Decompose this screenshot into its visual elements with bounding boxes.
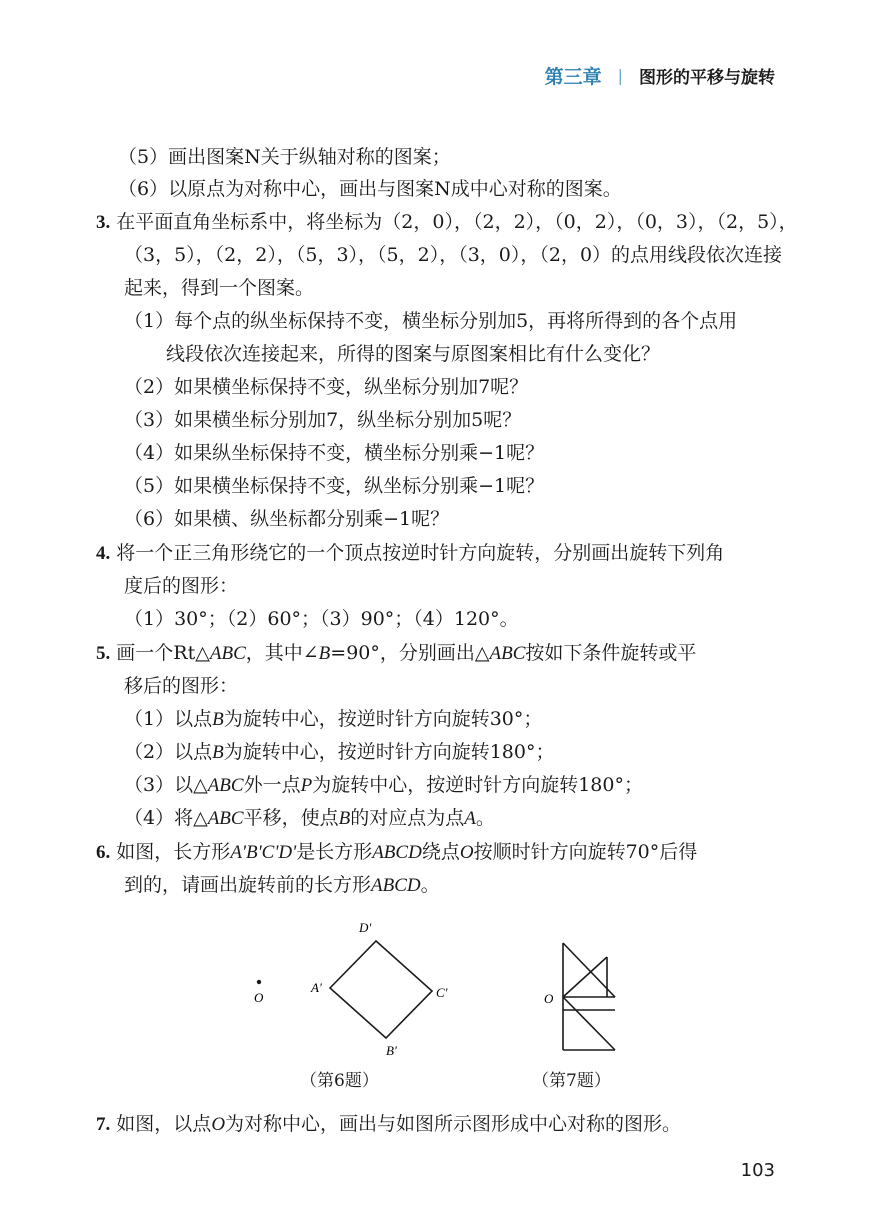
chapter-title: 图形的平移与旋转	[639, 68, 775, 88]
q5-item-3-d: P	[300, 775, 313, 796]
chapter-label: 第三章	[544, 66, 602, 88]
q5-item-2	[124, 740, 554, 765]
q3-item-4: （4）如果纵坐标保持不变，横坐标分别乘−1呢？	[124, 442, 545, 464]
q3-number: 3.	[96, 212, 111, 233]
q5-stem-line1	[96, 641, 696, 666]
rectangle-a-b-c-d-prime	[330, 941, 432, 1038]
q4-stem-line1	[96, 541, 724, 566]
q3-item-6: （6）如果横、纵坐标都分别乘−1呢？	[124, 508, 450, 530]
q5-item-4-d: B	[338, 808, 351, 829]
q3-stem-line3: 起来，得到一个图案。	[124, 277, 315, 299]
label-a-prime: A'	[311, 980, 322, 995]
q6-text-a: 如图，长方形	[116, 841, 231, 863]
q3-item-3: （3）如果横坐标分别加7，纵坐标分别加5呢？	[124, 409, 522, 431]
q5-item-4	[124, 806, 495, 831]
q5-item-3-c: 外一点	[243, 774, 301, 796]
q2-item-5: （5）画出图案N关于纵轴对称的图案；	[118, 146, 451, 168]
q6-text-i: ABCD	[371, 875, 421, 896]
q3-stem-line2: （3，5），（2，2），（5，3），（5，2），（3，0），（2，0）的点用线段依次连接	[124, 244, 783, 266]
q3-stem-line1	[96, 210, 798, 235]
q3-item-1-cont: 线段依次连接起来，所得的图案与原图案相比有什么变化？	[166, 343, 661, 365]
q5-item-1-a: （1）以点	[124, 708, 213, 730]
q6-text-h: 到的，请画出旋转前的长方形	[124, 874, 372, 896]
q5-item-4-a: （4）将△	[124, 807, 208, 829]
q5-item-4-g: 。	[475, 807, 495, 829]
page-number: 103	[740, 1160, 775, 1181]
q5-item-1-b: B	[212, 709, 224, 730]
figure-7-caption: （第7题）	[532, 1071, 611, 1091]
q5-stem-line2: 移后的图形：	[124, 675, 239, 697]
q5-text-e: =90°，分别画出△	[330, 642, 490, 664]
q5-text-d: B	[318, 643, 331, 664]
label-o: O	[254, 990, 264, 1005]
q7-stem	[96, 1112, 681, 1137]
q6-text-b: A'B'C'D'	[230, 842, 297, 863]
q3-item-2: （2）如果横坐标保持不变，纵坐标分别加7呢？	[124, 376, 529, 398]
label-b-prime: B'	[386, 1043, 397, 1058]
q7-number: 7.	[96, 1114, 111, 1135]
q6-text-j: 。	[420, 874, 440, 896]
q2-item-6: （6）以原点为对称中心，画出与图案N成中心对称的图案。	[118, 178, 622, 200]
page-header	[545, 62, 775, 89]
q6-stem-line2	[124, 873, 440, 898]
q3-text-1: 在平面直角坐标系中，将坐标为（2，0），（2，2），（0，2），（0，3），（2，5），	[116, 211, 798, 233]
q5-item-1-c: 为旋转中心，按逆时针方向旋转30°；	[223, 708, 543, 730]
q5-item-4-e: 的对应点为点	[350, 807, 465, 829]
q3-item-5: （5）如果横坐标保持不变，纵坐标分别乘−1呢？	[124, 475, 545, 497]
q5-text-g: 按如下条件旋转或平	[525, 642, 697, 664]
q7-text-c: 为对称中心，画出与如图所示图形成中心对称的图形。	[225, 1113, 682, 1135]
q5-item-4-c: 平移，使点	[243, 807, 339, 829]
q5-item-1	[124, 707, 542, 732]
q5-text-c: ，其中∠	[245, 642, 319, 664]
q6-text-g: 按顺时针方向旋转70°后得	[473, 841, 698, 863]
q6-text-c: 是长方形	[296, 841, 373, 863]
q5-item-2-a: （2）以点	[124, 741, 213, 763]
q6-text-e: 绕点	[421, 841, 460, 863]
q5-number: 5.	[96, 643, 111, 664]
q5-item-2-b: B	[212, 742, 224, 763]
label-o-fig7: O	[544, 991, 554, 1006]
q5-item-3-e: 为旋转中心，按逆时针方向旋转180°；	[312, 774, 643, 796]
q5-item-3	[124, 773, 643, 798]
q6-text-f: O	[459, 842, 474, 863]
q6-stem-line1	[96, 840, 697, 865]
q5-text-b: ABC	[209, 643, 246, 664]
q6-text-d: ABCD	[372, 842, 422, 863]
q5-item-2-c: 为旋转中心，按逆时针方向旋转180°；	[223, 741, 555, 763]
point-o-marker	[257, 980, 261, 984]
figure-6-rectangle	[245, 918, 465, 1058]
q4-items: （1）30°；（2）60°；（3）90°；（4）120°。	[124, 608, 519, 630]
q5-item-3-b: ABC	[207, 775, 244, 796]
figure-7-shape	[535, 935, 635, 1055]
q6-number: 6.	[96, 842, 111, 863]
q7-text-b: O	[211, 1114, 226, 1135]
q5-text-a: 画一个Rt△	[116, 642, 210, 664]
q4-text-1: 将一个正三角形绕它的一个顶点按逆时针方向旋转，分别画出旋转下列角	[116, 542, 725, 564]
q5-item-3-a: （3）以△	[124, 774, 208, 796]
q4-number: 4.	[96, 543, 111, 564]
q4-stem-line2: 度后的图形：	[124, 575, 239, 597]
q3-item-1: （1）每个点的纵坐标保持不变，横坐标分别加5，再将所得到的各个点用	[124, 310, 738, 332]
q5-text-f: ABC	[489, 643, 526, 664]
figure-6-caption: （第6题）	[300, 1071, 379, 1091]
header-separator: |	[617, 66, 623, 85]
q5-item-4-f: A	[464, 808, 476, 829]
q5-item-4-b: ABC	[207, 808, 244, 829]
q7-text-a: 如图，以点	[116, 1113, 212, 1135]
label-d-prime: D'	[359, 920, 372, 935]
label-c-prime: C'	[436, 985, 448, 1000]
